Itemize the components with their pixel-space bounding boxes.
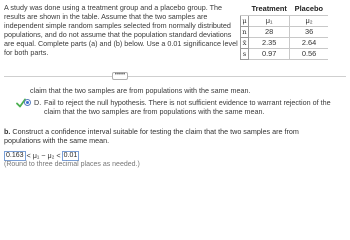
header-placebo: Placebo	[290, 4, 328, 15]
subheader-placebo: μ₂	[290, 15, 328, 26]
option-d-letter: D.	[34, 98, 42, 107]
row-label-n: n	[242, 27, 247, 36]
treatment-xbar: 2.35	[249, 37, 290, 48]
part-b-text: Construct a confidence interval suitable for testing the claim that the two samples are from populations with the same mean.	[4, 127, 299, 145]
upper-bound-input[interactable]: 0.01	[63, 152, 78, 159]
part-b-label: b.	[4, 127, 11, 136]
placebo-n: 36	[290, 26, 328, 37]
option-d-text: Fail to reject the null hypothesis. There is not sufficient evidence to warrant rejection of the claim that the two samples are from populations with the same mean.	[44, 98, 331, 116]
section-divider	[4, 76, 346, 77]
row-label-s: s	[241, 48, 249, 59]
interval-inequality: < μ₁ − μ₂ <	[26, 151, 61, 161]
row-label-xbar: x̄	[241, 37, 249, 48]
confidence-interval-row	[4, 151, 79, 161]
subheader-treatment: μ₁	[249, 15, 290, 26]
placebo-s: 0.56	[290, 48, 328, 59]
lower-bound-input[interactable]: 0.163	[6, 152, 24, 159]
treatment-n: 28	[249, 26, 290, 37]
table-corner	[241, 4, 249, 15]
treatment-s: 0.97	[249, 48, 290, 59]
row-label-mu: μ	[242, 16, 247, 25]
part-b-question	[4, 127, 324, 145]
rounding-hint: (Round to three decimal places as needed.)	[4, 161, 140, 168]
expand-button[interactable]: •••••	[112, 72, 128, 80]
option-c-text: claim that the two samples are from populations with the same mean.	[30, 86, 251, 95]
placebo-xbar: 2.64	[290, 37, 328, 48]
data-table	[240, 4, 328, 60]
option-d-radio[interactable]	[24, 99, 31, 106]
problem-statement: A study was done using a treatment group and a placebo group. The results are shown in the table. Assume that the two samples are independent simple random samples selected from normally distributed populations, and do not assume that the population standard deviations are equal. Complete parts (a) and (b) below. Use a 0.01 significance level for both parts.	[4, 3, 238, 57]
header-treatment: Treatment	[249, 4, 290, 15]
